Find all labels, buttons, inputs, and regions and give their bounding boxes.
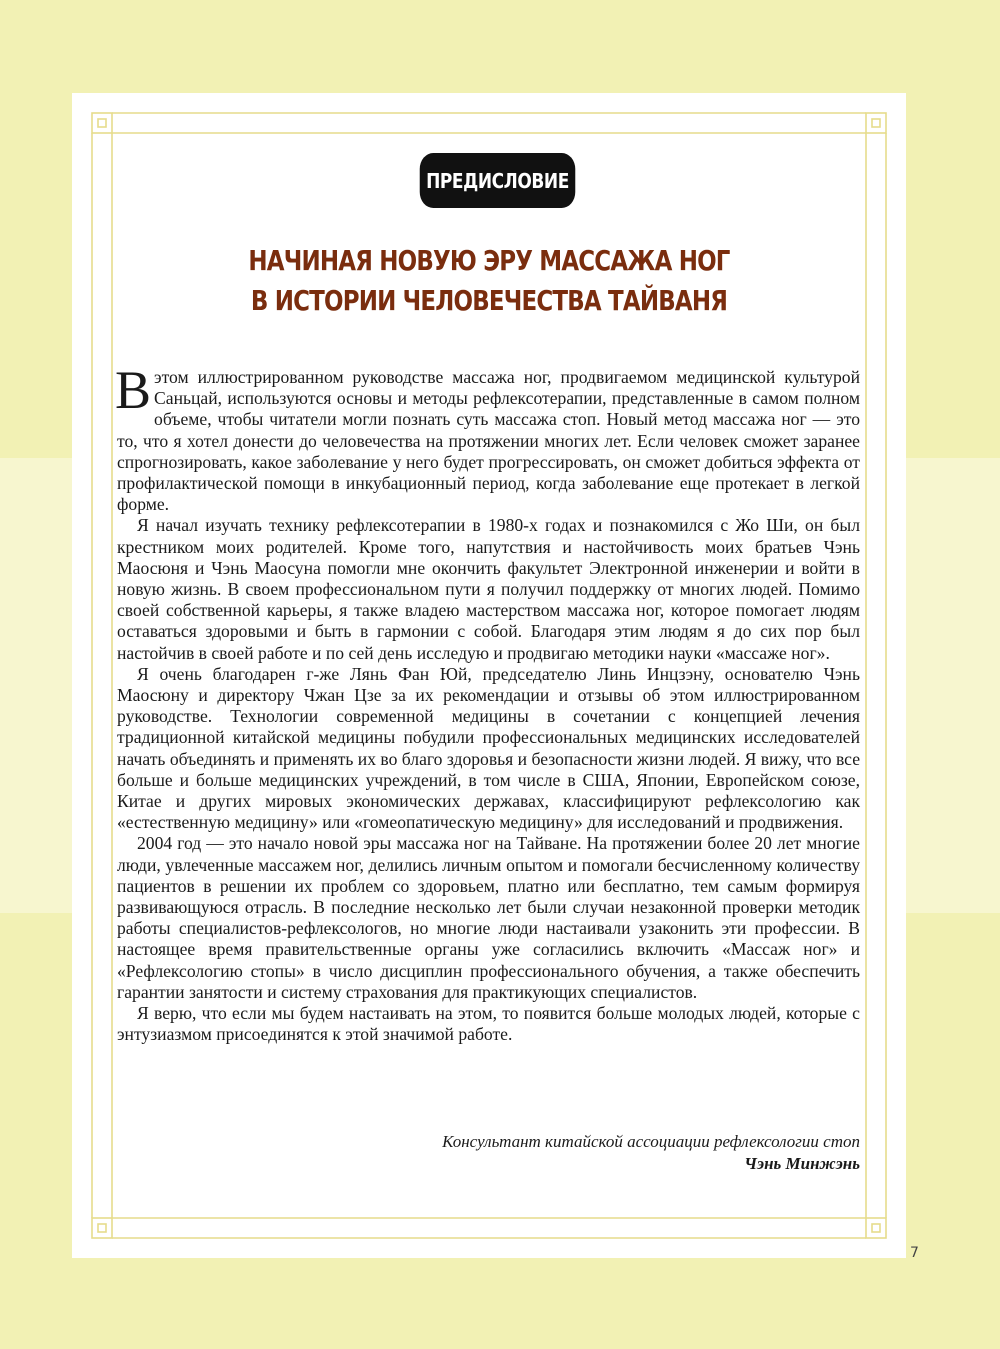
title-line-2: В ИСТОРИИ ЧЕЛОВЕЧЕСТВА ТАЙВАНЯ — [250, 284, 728, 317]
signature-name: Чэнь Минжэнь — [744, 1154, 860, 1173]
title-line-1: НАЧИНАЯ НОВУЮ ЭРУ МАССАЖА НОГ — [248, 244, 730, 277]
paragraph-5: Я верю, что если мы будем настаивать на этом, то появится больше молодых людей, которые с энтузиазмом присоединятся к этой значимой работе. — [117, 1003, 860, 1045]
paragraph-3: Я очень благодарен г-же Лянь Фан Юй, председателю Линь Инцзэну, основателю Чэнь Маосюну и директору Чжан Цзе за их рекомендации и отзывы об этом иллюстрированном руководстве. Технологии современной медицины в сочетании с концепцией лечения традиционной китайской медицины побудили профессиональных медицинских исследователей начать объединять и применять их во благо здоровья и безопасности жизни людей. Я вижу, что все больше и больше медицинских учреждений, в том числе в США, Японии, Европейском союзе, Китае и других мировых экономических державах, классифицируют рефлексологию как «естественную медицину» или «гомеопатическую медицину» для исследований и продвижения. — [117, 663, 860, 833]
page-panel — [72, 93, 906, 1258]
page-number: 7 — [910, 1245, 919, 1261]
signature-block — [117, 1131, 860, 1175]
page-title — [72, 241, 906, 321]
paragraph-4: 2004 год — это начало новой эры массажа ног на Тайване. На протяжении более 20 лет многие люди, увлеченные массажем ног, делились личным опытом и помогали бесчисленному количеству пациентов в решении их проблем со здоровьем, платно или бесплатно, тем самым формируя развивающуюся отрасль. В последние несколько лет были случаи незаконной проверки методик работы специалистов-рефлексологов, но многие люди настаивали узаконить эти профессии. В настоящее время правительственные органы уже согласились включить «Массаж ног» и «Рефлексологию стопы» в число дисциплин профессионального обучения, а также обеспечить гарантии занятости и систему страхования для практикующих специалистов. — [117, 833, 860, 1002]
paragraph-1-text: этом иллюстрированном руководстве массажа ног, продвигаемом медицинской культурой Саньцай, используются основы и методы рефлексотерапии, представленные в самом полном объеме, чтобы читатели могли познать суть массажа стоп. Новый метод массажа ног — это то, что я хотел донести до человечества на протяжении многих лет. Если человек сможет заранее спрогнозировать, какое заболевание у него будет прогрессировать, он сможет добиться эффекта от профилактической помощи в инкубационный период, когда заболевание еще протекает в легкой форме. — [117, 367, 860, 515]
paragraph-2: Я начал изучать технику рефлексотерапии в 1980-х годах и познакомился с Жо Ши, он был крестником моих родителей. Кроме того, напутствия и настойчивость моих братьев Чэнь Маосюня и Чэнь Маосуна помогли мне окончить факультет Электронной инженерии и войти в новую жизнь. В своем профессиональном пути я получил поддержку от многих людей. Помимо своей собственной карьеры, я также владею мастерством массажа ног, которое помогает людям оставаться здоровыми и быть в гармонии с собой. Благодаря этим людям я до сих пор был настойчив в своей работе и по сей день исследую и продвигаю методики науки «массаже ног». — [117, 515, 860, 663]
drop-cap: В — [115, 360, 152, 420]
section-badge: ПРЕДИСЛОВИЕ — [420, 153, 576, 208]
body-text — [115, 360, 860, 1046]
signature-role: Консультант китайской ассоциации рефлексологии стоп — [442, 1132, 860, 1151]
paragraph-1 — [115, 360, 860, 515]
